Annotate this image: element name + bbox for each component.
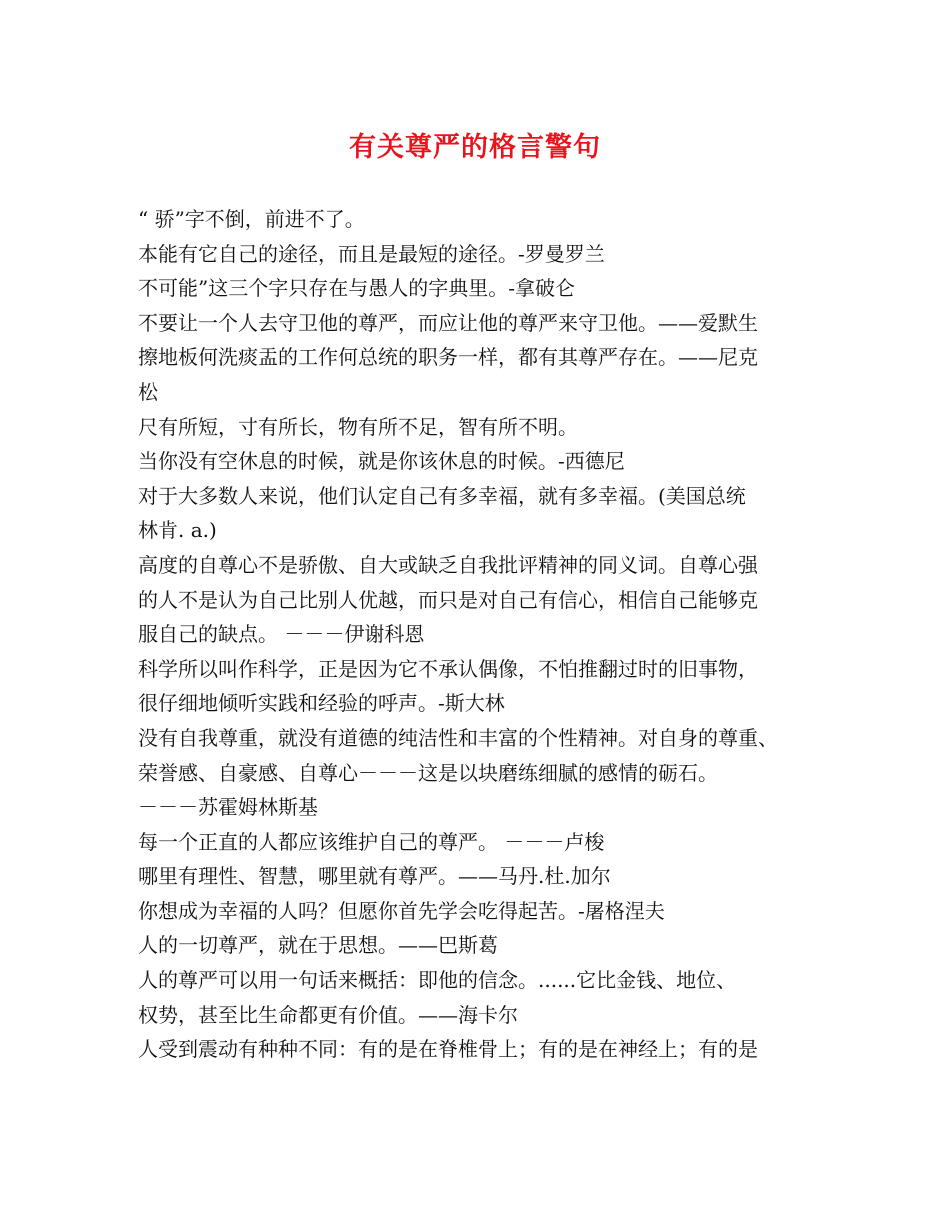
quote-line: 松 <box>138 379 158 404</box>
quote-line: 尺有所短，寸有所长，物有所不足，智有所不明。 <box>138 414 578 439</box>
quote-line: “ 骄”字不倒，前进不了。 <box>138 207 365 231</box>
quote-line: 很仔细地倾听实践和经验的呼声。-斯大林 <box>138 691 505 716</box>
quote-line: 本能有它自己的途径，而且是最短的途径。-罗曼罗兰 <box>138 241 605 266</box>
quote-line: 当你没有空休息的时候，就是你该休息的时候。-西德尼 <box>138 449 625 474</box>
quote-line: 每一个正直的人都应该维护自己的尊严。 －－－卢梭 <box>138 829 605 854</box>
document-title: 有关尊严的格言警句 <box>349 132 601 163</box>
quote-line: 擦地板何洗痰盂的工作何总统的职务一样，都有其尊严存在。——尼克 <box>138 345 758 370</box>
quote-line: 不可能”这三个字只存在与愚人的字典里。-拿破仑 <box>138 276 575 301</box>
quote-line: 高度的自尊心不是骄傲、自大或缺乏自我批评精神的同义词。自尊心强 <box>138 552 758 577</box>
quote-line: 科学所以叫作科学，正是因为它不承认偶像，不怕推翻过时的旧事物， <box>138 656 758 681</box>
quote-line: 服自己的缺点。 －－－伊谢科恩 <box>138 622 425 647</box>
quote-line: 的人不是认为自己比别人优越，而只是对自己有信心，相信自己能够克 <box>138 587 758 612</box>
quote-line: 权势，甚至比生命都更有价值。——海卡尔 <box>138 1002 518 1027</box>
quote-list <box>138 202 828 1067</box>
quote-line: 人受到震动有种种不同：有的是在脊椎骨上；有的是在神经上；有的是 <box>138 1037 758 1062</box>
quote-line: 荣誉感、自豪感、自尊心－－－这是以块磨练细腻的感情的砺石。 <box>138 760 718 785</box>
quote-line: 人的一切尊严，就在于思想。——巴斯葛 <box>138 933 498 958</box>
quote-line: 林肯. a.) <box>138 518 217 543</box>
quote-line: 对于大多数人来说，他们认定自己有多幸福，就有多幸福。(美国总统 <box>138 483 746 508</box>
quote-line: 哪里有理性、智慧，哪里就有尊严。——马丹.杜.加尔 <box>138 864 611 889</box>
quote-line: －－－苏霍姆林斯基 <box>138 795 318 820</box>
quote-line: 不要让一个人去守卫他的尊严，而应让他的尊严来守卫他。——爱默生 <box>138 310 758 335</box>
quote-line: 你想成为幸福的人吗？但愿你首先学会吃得起苦。-屠格涅夫 <box>138 898 665 923</box>
quote-line: 人的尊严可以用一句话来概括：即他的信念。......它比金钱、地位、 <box>138 968 737 993</box>
quote-line: 没有自我尊重，就没有道德的纯洁性和丰富的个性精神。对自身的尊重、 <box>138 725 778 750</box>
